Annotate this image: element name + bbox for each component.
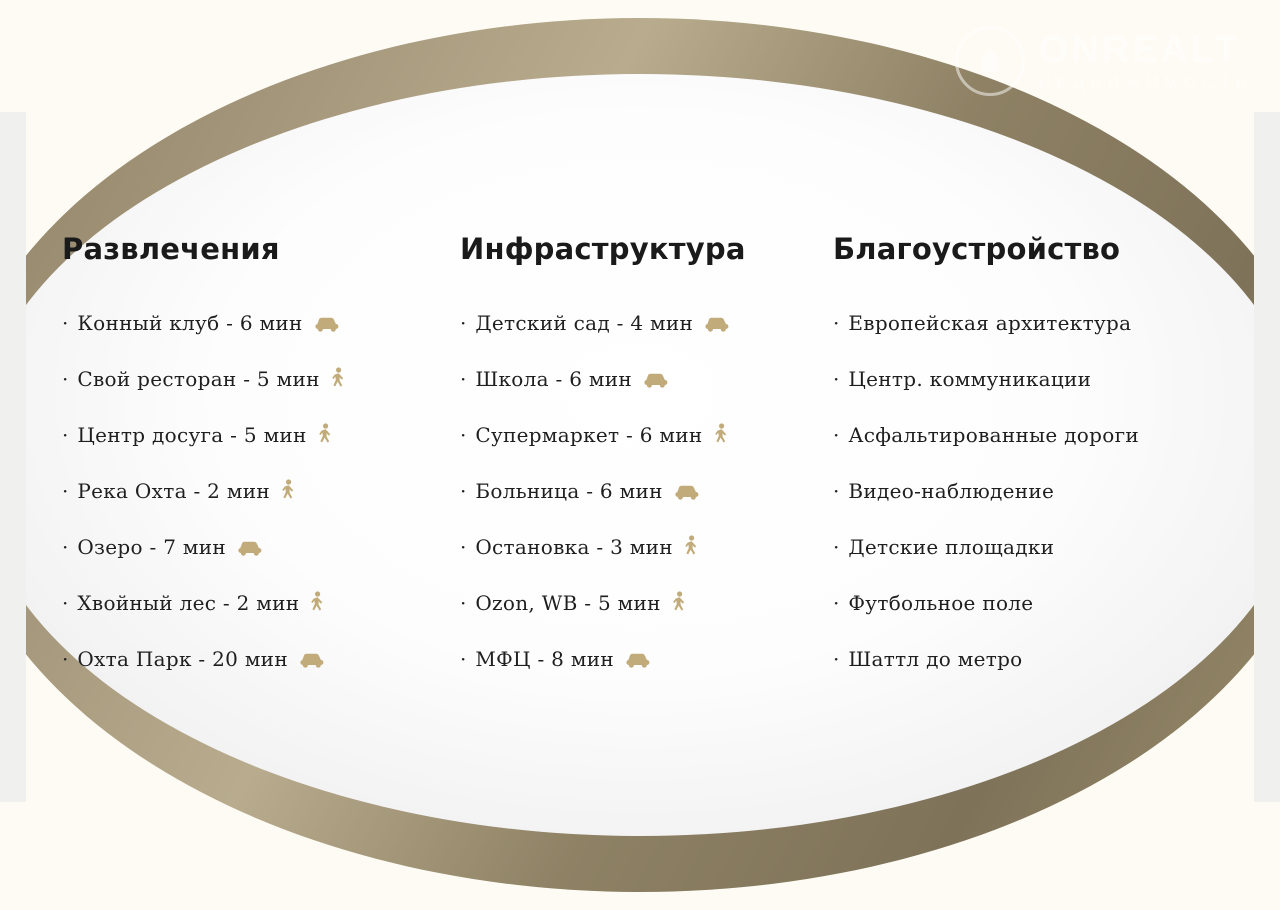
column-3 — [815, 232, 1280, 698]
list-item — [62, 530, 430, 564]
watermark-subtitle: НЕДВИЖИМОСТЬ — [1038, 72, 1252, 92]
bullet-glyph: · — [833, 311, 840, 335]
bullet-glyph: · — [62, 535, 69, 559]
bullet-glyph: · — [833, 647, 840, 671]
list-item — [833, 586, 1280, 620]
car-icon — [704, 314, 730, 332]
list-item — [833, 418, 1280, 452]
walk-icon — [310, 591, 324, 615]
bullet-glyph: · — [833, 535, 840, 559]
list-item — [833, 362, 1280, 396]
list-item — [62, 362, 430, 396]
walk-icon — [684, 535, 698, 559]
list-item-label: Больница - 6 мин — [475, 479, 663, 503]
list-item — [460, 418, 815, 452]
list-item-label: Асфальтированные дороги — [848, 423, 1139, 447]
list-item-label: Хвойный лес - 2 мин — [77, 591, 300, 615]
list-item — [833, 306, 1280, 340]
list-item — [62, 474, 430, 508]
list-item-label: Футбольное поле — [848, 591, 1034, 615]
bullet-glyph: · — [460, 647, 467, 671]
walk-icon — [714, 423, 728, 447]
column-title: Инфраструктура — [460, 232, 746, 266]
column-1 — [0, 232, 430, 698]
list-item — [460, 306, 815, 340]
list-item-label: Европейская архитектура — [848, 311, 1132, 335]
watermark-text — [1038, 28, 1252, 92]
column-title: Развлечения — [62, 232, 280, 266]
list-item — [62, 418, 430, 452]
bullet-glyph: · — [62, 367, 69, 391]
bullet-glyph: · — [460, 479, 467, 503]
column-title: Благоустройство — [833, 232, 1121, 266]
list-item-label: Видео-наблюдение — [848, 479, 1055, 503]
car-icon — [625, 650, 651, 668]
bullet-glyph: · — [460, 423, 467, 447]
car-icon — [314, 314, 340, 332]
list-item — [833, 642, 1280, 676]
bullet-glyph: · — [62, 311, 69, 335]
list-item-label: Остановка - 3 мин — [475, 535, 673, 559]
car-icon — [643, 370, 669, 388]
list-item-label: Охта Парк - 20 мин — [77, 647, 288, 671]
bullet-glyph: · — [460, 591, 467, 615]
list-item — [460, 530, 815, 564]
column-2 — [430, 232, 815, 698]
list-item-label: Центр. коммуникации — [848, 367, 1092, 391]
car-icon — [674, 482, 700, 500]
bullet-glyph: · — [460, 311, 467, 335]
list-item — [833, 530, 1280, 564]
list-item-label: Шаттл до метро — [848, 647, 1023, 671]
list-item — [62, 642, 430, 676]
bullet-glyph: · — [833, 367, 840, 391]
bullet-glyph: · — [62, 647, 69, 671]
list-item — [460, 586, 815, 620]
list-item — [460, 474, 815, 508]
walk-icon — [331, 367, 345, 391]
list-item-label: Супермаркет - 6 мин — [475, 423, 703, 447]
walk-icon — [672, 591, 686, 615]
bullet-glyph: · — [833, 423, 840, 447]
list-item-label: Конный клуб - 6 мин — [77, 311, 303, 335]
bullet-glyph: · — [833, 479, 840, 503]
list-item-label: Детские площадки — [848, 535, 1055, 559]
bullet-glyph: · — [62, 423, 69, 447]
list-item-label: Детский сад - 4 мин — [475, 311, 694, 335]
car-icon — [299, 650, 325, 668]
list-item-label: Озеро - 7 мин — [77, 535, 227, 559]
list-item-label: Школа - 6 мин — [475, 367, 633, 391]
watermark-title: ONREALT — [1038, 28, 1241, 71]
car-icon — [237, 538, 263, 556]
list-item — [62, 586, 430, 620]
list-item-label: Свой ресторан - 5 мин — [77, 367, 320, 391]
list-item-label: Ozon, WB - 5 мин — [475, 591, 661, 615]
list-item — [62, 306, 430, 340]
bullet-glyph: · — [833, 591, 840, 615]
columns-container — [0, 232, 1280, 698]
list-item-label: МФЦ - 8 мин — [475, 647, 614, 671]
bullet-glyph: · — [62, 591, 69, 615]
bullet-glyph: · — [62, 479, 69, 503]
walk-icon — [281, 479, 295, 503]
list-item — [460, 362, 815, 396]
list-item — [833, 474, 1280, 508]
bullet-glyph: · — [460, 535, 467, 559]
list-item — [460, 642, 815, 676]
walk-icon — [318, 423, 332, 447]
bullet-glyph: · — [460, 367, 467, 391]
list-item-label: Река Охта - 2 мин — [77, 479, 270, 503]
list-item-label: Центр досуга - 5 мин — [77, 423, 307, 447]
